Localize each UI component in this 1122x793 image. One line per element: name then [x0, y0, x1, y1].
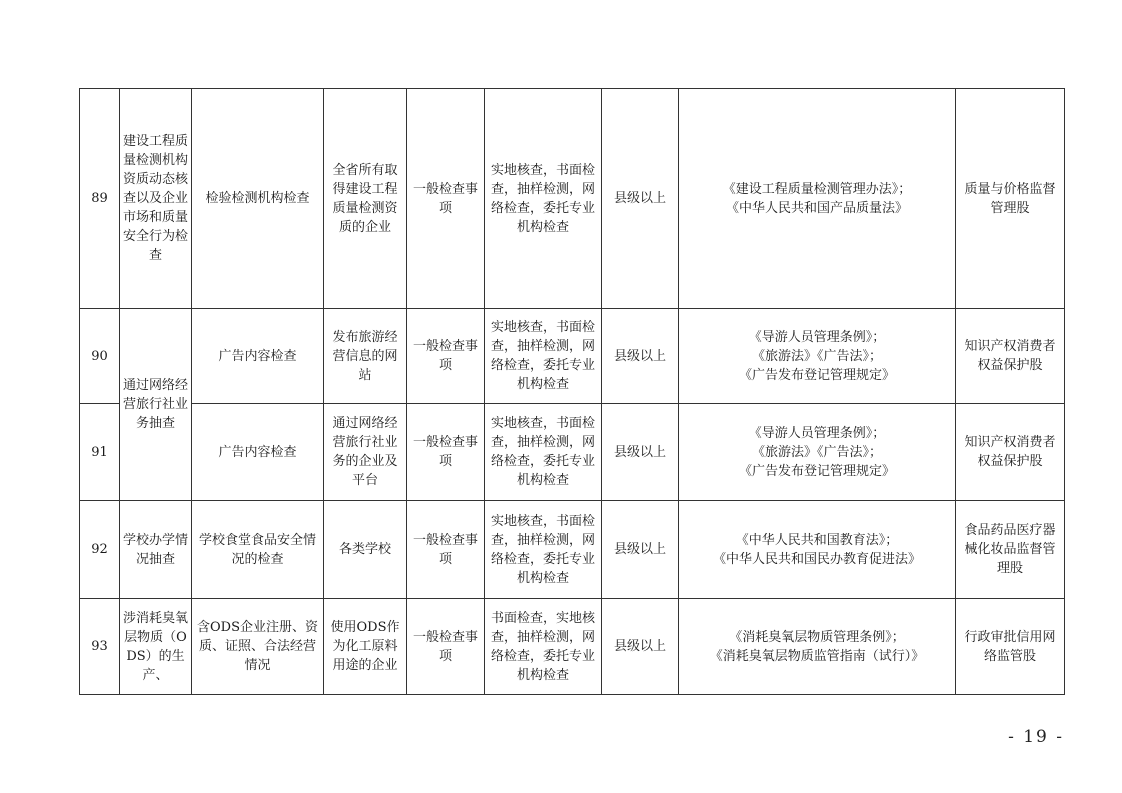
table-row [80, 404, 1065, 501]
legal-basis-cell [679, 89, 956, 309]
project-cell: 涉消耗臭氧层物质（ODS）的生产、 [120, 599, 192, 695]
legal-basis-line: 《中华人民共和国教育法》； [735, 532, 899, 548]
check-method-cell: 实地核查，书面检查，抽样检测，网络检查，委托专业机构检查 [485, 309, 602, 404]
check-item-cell: 学校食堂食品安全情况的检查 [192, 501, 324, 599]
legal-basis-cell [679, 404, 956, 501]
check-object-cell: 通过网络经营旅行社业务的企业及平台 [324, 404, 407, 501]
check-level-cell: 县级以上 [602, 309, 679, 404]
legal-basis-line: 《旅游法》《广告法》； [751, 444, 882, 460]
legal-basis-line: 《广告发布登记管理规定》 [738, 367, 895, 383]
legal-basis-line: 《导游人员管理条例》； [748, 425, 886, 441]
check-object-cell: 各类学校 [324, 501, 407, 599]
row-number: 91 [80, 404, 120, 501]
check-type-cell: 一般检查事项 [407, 501, 485, 599]
department-cell: 食品药品医疗器械化妆品监督管理股 [956, 501, 1065, 599]
check-object-cell: 全省所有取得建设工程质量检测资质的企业 [324, 89, 407, 309]
project-cell: 建设工程质量检测机构资质动态核查以及企业市场和质量安全行为检查 [120, 89, 192, 309]
check-item-cell: 检验检测机构检查 [192, 89, 324, 309]
table-row [80, 89, 1065, 309]
legal-basis-line: 《广告发布登记管理规定》 [738, 463, 895, 479]
check-level-cell: 县级以上 [602, 89, 679, 309]
check-object-cell: 使用ODS作为化工原料用途的企业 [324, 599, 407, 695]
check-type-cell: 一般检查事项 [407, 89, 485, 309]
row-number: 90 [80, 309, 120, 404]
legal-basis-line: 《旅游法》《广告法》； [751, 348, 882, 364]
department-cell: 行政审批信用网络监管股 [956, 599, 1065, 695]
project-cell: 通过网络经营旅行社业务抽查 [120, 309, 192, 501]
legal-basis-line: 《导游人员管理条例》； [748, 329, 886, 345]
check-level-cell: 县级以上 [602, 404, 679, 501]
check-type-cell: 一般检查事项 [407, 599, 485, 695]
department-cell: 知识产权消费者权益保护股 [956, 404, 1065, 501]
check-item-cell: 广告内容检查 [192, 404, 324, 501]
row-number: 93 [80, 599, 120, 695]
check-item-cell: 含ODS企业注册、资质、证照、合法经营情况 [192, 599, 324, 695]
department-cell: 知识产权消费者权益保护股 [956, 309, 1065, 404]
check-level-cell: 县级以上 [602, 599, 679, 695]
legal-basis-cell [679, 599, 956, 695]
project-cell: 学校办学情况抽查 [120, 501, 192, 599]
check-method-cell: 实地核查，书面检查，抽样检测，网络检查，委托专业机构检查 [485, 501, 602, 599]
legal-basis-line: 《中华人民共和国民办教育促进法》 [712, 551, 921, 567]
check-type-cell: 一般检查事项 [407, 309, 485, 404]
check-type-cell: 一般检查事项 [407, 404, 485, 501]
check-level-cell: 县级以上 [602, 501, 679, 599]
inspection-table [79, 88, 1065, 695]
department-cell: 质量与价格监督管理股 [956, 89, 1065, 309]
legal-basis-cell [679, 501, 956, 599]
check-method-cell: 书面检查，实地核查，抽样检测，网络检查，委托专业机构检查 [485, 599, 602, 695]
table-row [80, 501, 1065, 599]
legal-basis-line: 《消耗臭氧层物质管理条例》； [729, 629, 905, 645]
check-object-cell: 发布旅游经营信息的网站 [324, 309, 407, 404]
page-number: - 19 - [1008, 727, 1064, 747]
legal-basis-line: 《建设工程质量检测管理办法》； [722, 181, 912, 197]
legal-basis-line: 《中华人民共和国产品质量法》 [725, 200, 908, 216]
legal-basis-cell [679, 309, 956, 404]
check-method-cell: 实地核查，书面检查，抽样检测，网络检查，委托专业机构检查 [485, 89, 602, 309]
row-number: 89 [80, 89, 120, 309]
row-number: 92 [80, 501, 120, 599]
legal-basis-line: 《消耗臭氧层物质监管指南（试行）》 [709, 648, 925, 664]
check-method-cell: 实地核查，书面检查，抽样检测，网络检查，委托专业机构检查 [485, 404, 602, 501]
table-row [80, 309, 1065, 404]
table-row [80, 599, 1065, 695]
check-item-cell: 广告内容检查 [192, 309, 324, 404]
